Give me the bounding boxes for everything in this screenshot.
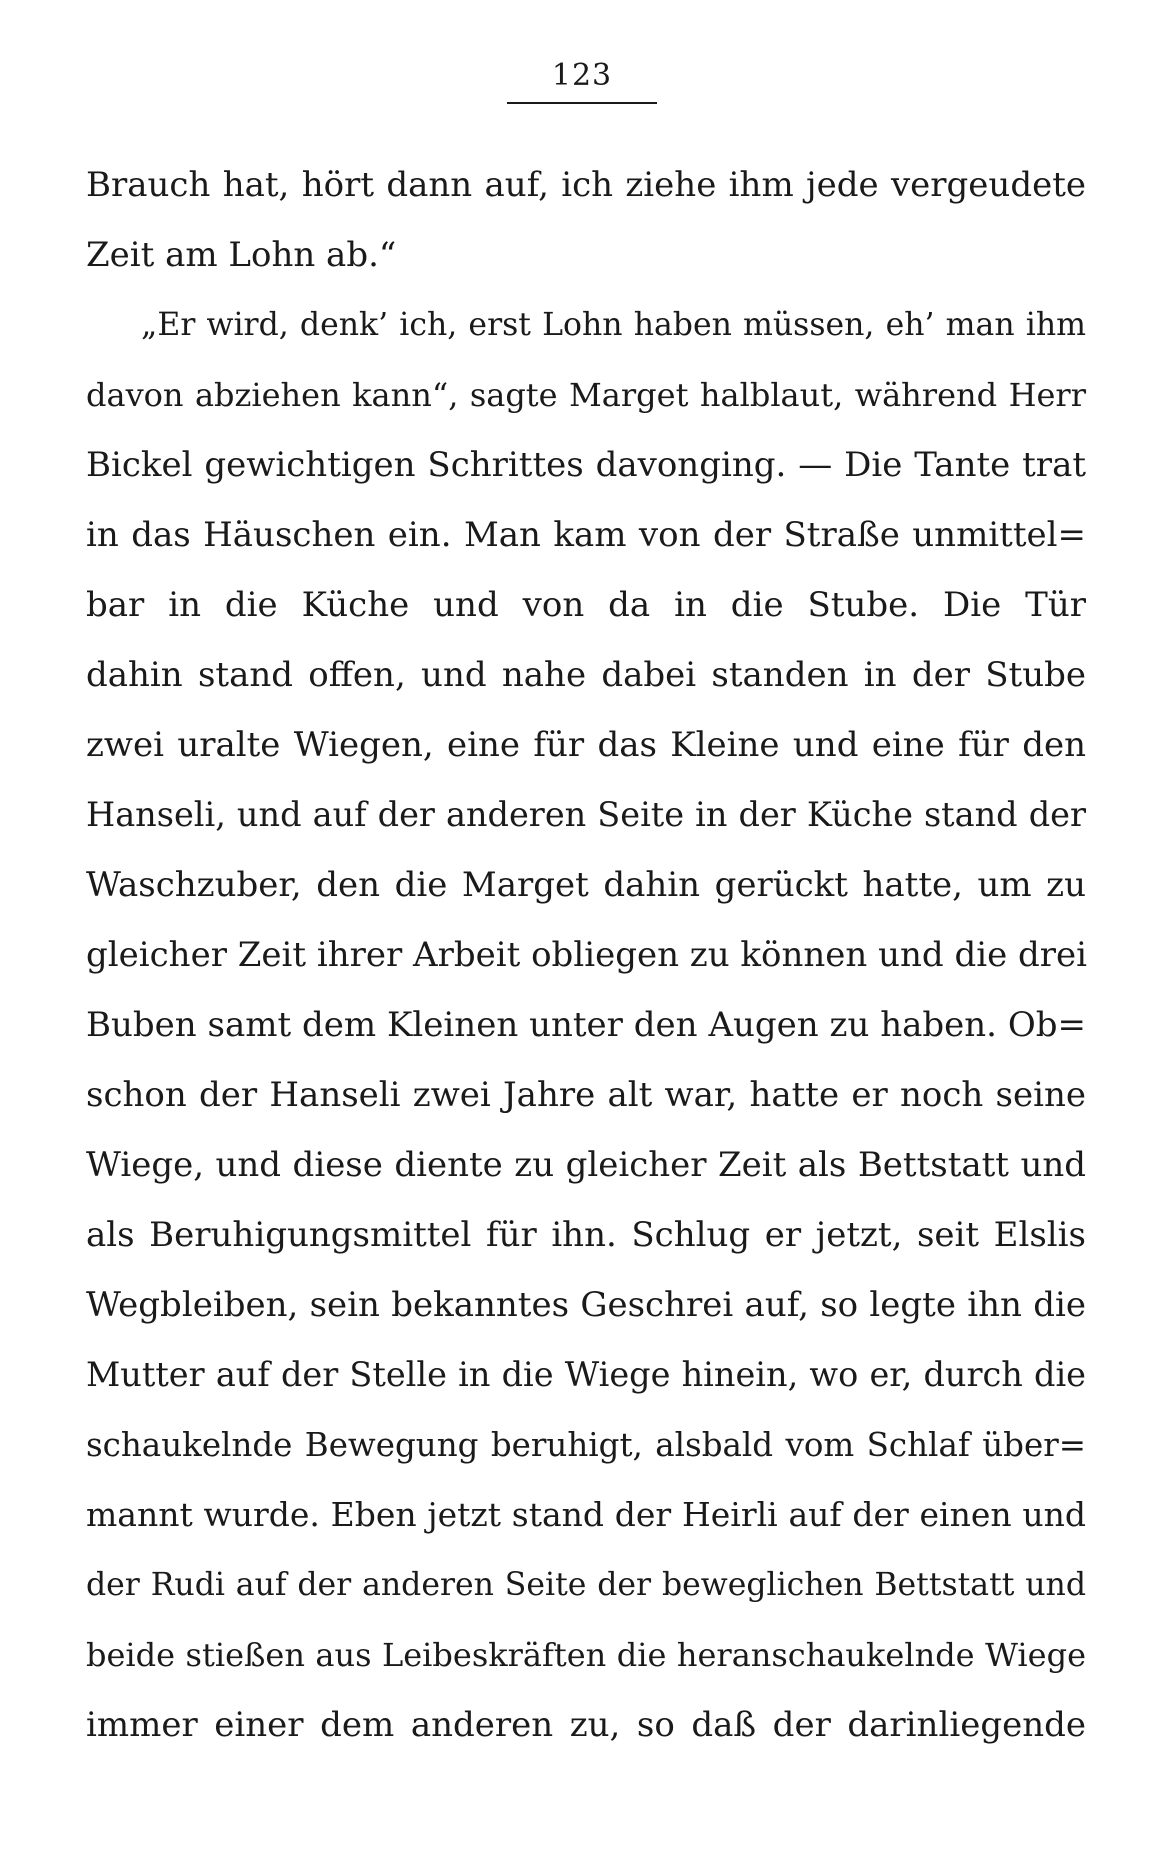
text-line: Hanseli, und auf der anderen Seite in der Küche stand der [86,795,1086,834]
header-rule [507,102,657,104]
page-number: 123 [551,58,613,93]
body-text [86,150,1086,1760]
text-line: zwei uralte Wiegen, eine für das Kleine und eine für den [86,725,1086,765]
text-line: Wegbleiben, sein bekanntes Geschrei auf, so legte ihn die [86,1285,1086,1325]
text-line: bar in die Küche und von da in die Stube. Die Tür [86,585,1086,625]
text-line: Bickel gewichtigen Schrittes davonging. — Die Tante trat [86,445,1086,485]
text-line: Waschzuber, den die Marget dahin gerückt hatte, um zu [86,865,1086,905]
text-line: als Beruhigungsmittel für ihn. Schlug er jetzt, seit Elslis [86,1215,1086,1255]
text-line: beide stießen aus Leibeskräften die heranschaukelnde Wiege [86,1636,1086,1674]
text-line: gleicher Zeit ihrer Arbeit obliegen zu können und die drei [86,935,1088,975]
text-line: schon der Hanseli zwei Jahre alt war, hatte er noch seine [86,1075,1086,1115]
text-line: Brauch hat, hört dann auf, ich ziehe ihm jede vergeudete [86,165,1086,205]
text-line: Wiege, und diese diente zu gleicher Zeit als Bettstatt und [86,1145,1086,1185]
text-line: davon abziehen kann“, sagte Marget halblaut, während Herr [86,376,1086,414]
text-line: immer einer dem anderen zu, so daß der darinliegende [86,1705,1086,1745]
text-line: dahin stand offen, und nahe dabei standen in der Stube [86,655,1086,695]
text-line: „Er wird, denk’ ich, erst Lohn haben müssen, eh’ man ihm [141,307,1086,343]
text-line: in das Häuschen ein. Man kam von der Straße unmittel= [86,515,1086,555]
page-header [0,58,1164,94]
text-line: Zeit am Lohn ab.“ [86,235,397,275]
text-line: schaukelnde Bewegung beruhigt, alsbald vom Schlaf über= [86,1426,1086,1464]
text-line: mannt wurde. Eben jetzt stand der Heirli auf der einen und [86,1495,1086,1534]
text-line: Buben samt dem Kleinen unter den Augen zu haben. Ob= [86,1005,1086,1045]
text-line: Mutter auf der Stelle in die Wiege hinein, wo er, durch die [86,1355,1086,1394]
text-line: der Rudi auf der anderen Seite der beweglichen Bettstatt und [86,1567,1086,1603]
